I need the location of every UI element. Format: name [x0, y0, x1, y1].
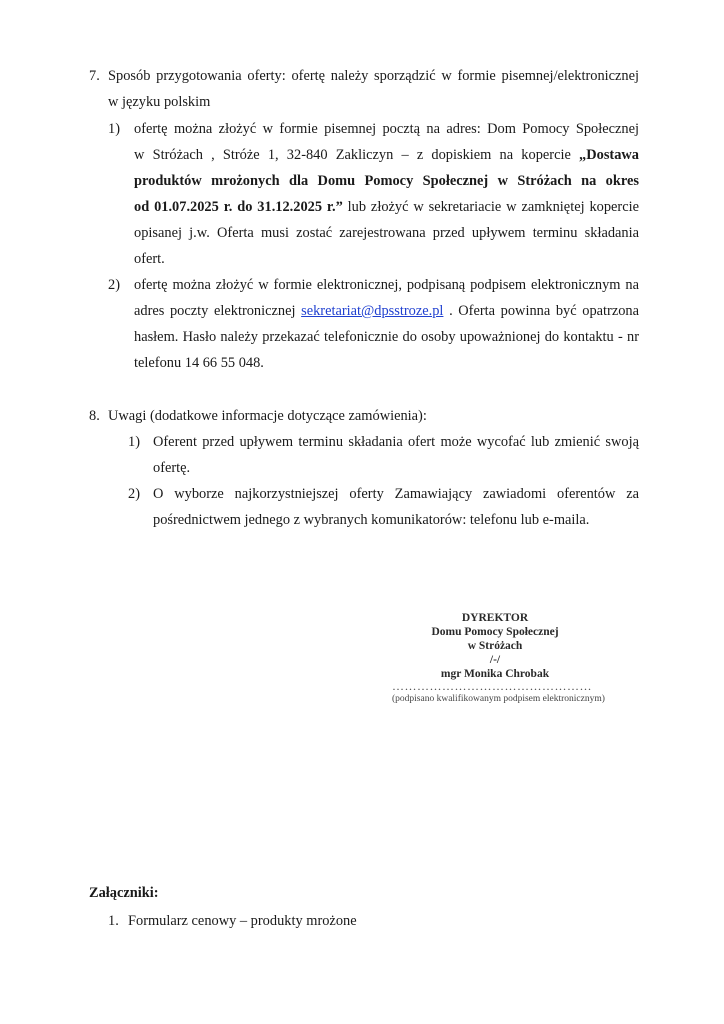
- section7-item1-line1: ofertę można złożyć w formie pisemnej pocztą na adres: Dom Pomocy Społecznej: [134, 121, 639, 137]
- section7-item1-line5: opisanej j.w. Oferta musi zostać zarejestrowana przed upływem terminu składania: [134, 225, 639, 241]
- section7-item1-line2-text: w Stróżach , Stróże 1, 32-840 Zakliczyn – z dopiskiem na kopercie: [134, 147, 580, 163]
- section8-item1-line1: Oferent przed upływem terminu składania ofert może wycofać lub zmienić swoją: [153, 434, 639, 450]
- section7-text-line1: Sposób przygotowania oferty: ofertę należy sporządzić w formie pisemnej/elektronicznej: [108, 68, 639, 84]
- section7-item1-title-line: produktów mrożonych dla Domu Pomocy Społecznej w Stróżach na okres: [134, 173, 639, 189]
- section8-item2-number: 2): [128, 486, 140, 502]
- section7-item2-line2-text: adres poczty elektronicznej: [134, 303, 302, 319]
- section7-text-line2: w języku polskim: [108, 94, 211, 110]
- signature-location: w Stróżach: [467, 640, 523, 652]
- section8-item1-line2: ofertę.: [153, 460, 191, 476]
- section7-item1-title-end: od 01.07.2025 r. do 31.12.2025 r.”: [134, 199, 343, 215]
- section7-item1-title-start: „Dostawa: [579, 147, 639, 163]
- section7-item1-number: 1): [108, 121, 120, 137]
- attachments-item1-number: 1.: [108, 913, 119, 929]
- signature-dotted-line: …………………………………………: [392, 679, 592, 693]
- section7-item2-line3: hasłem. Hasło należy przekazać telefonicznie do osoby upoważnionej do kontaktu - nr: [134, 329, 639, 345]
- section7-item2-line1: ofertę można złożyć w formie elektronicznej, podpisaną podpisem elektronicznym na: [134, 277, 639, 293]
- signature-title: DYREKTOR: [461, 612, 529, 624]
- section7-item2-line2-rest: . Oferta powinna być opatrzona: [443, 303, 639, 319]
- section7-item1-line6: ofert.: [134, 251, 165, 267]
- section8-item1-number: 1): [128, 434, 140, 450]
- email-link[interactable]: sekretariat@dpsstroze.pl: [301, 303, 444, 319]
- signature-mark: /-/: [489, 654, 501, 666]
- section7-item1-line2: [134, 147, 639, 164]
- section7-item2-number: 2): [108, 277, 120, 293]
- attachments-item1-text: Formularz cenowy – produkty mrożone: [128, 913, 357, 929]
- attachments-heading: Załączniki:: [89, 885, 159, 901]
- section8-item2-line1: O wyborze najkorzystniejszej oferty Zamawiający zawiadomi oferentów za: [153, 486, 639, 502]
- section7-item2-line2: [134, 303, 639, 320]
- signature-note: (podpisano kwalifikowanym podpisem elektronicznym): [392, 694, 605, 704]
- section7-item1-line4: [134, 199, 639, 216]
- signature-institution: Domu Pomocy Społecznej: [431, 626, 559, 638]
- signature-name: mgr Monika Chrobak: [440, 668, 550, 680]
- section8-item2-line2: pośrednictwem jednego z wybranych komunikatorów: telefonu lub e-maila.: [153, 512, 590, 528]
- section7-item1-line4-text: lub złożyć w sekretariacie w zamkniętej kopercie: [342, 199, 639, 215]
- section7-number: 7.: [89, 68, 100, 84]
- section8-heading: Uwagi (dodatkowe informacje dotyczące zamówienia):: [108, 408, 427, 424]
- section8-number: 8.: [89, 408, 100, 424]
- section7-item2-line4: telefonu 14 66 55 048.: [134, 355, 264, 371]
